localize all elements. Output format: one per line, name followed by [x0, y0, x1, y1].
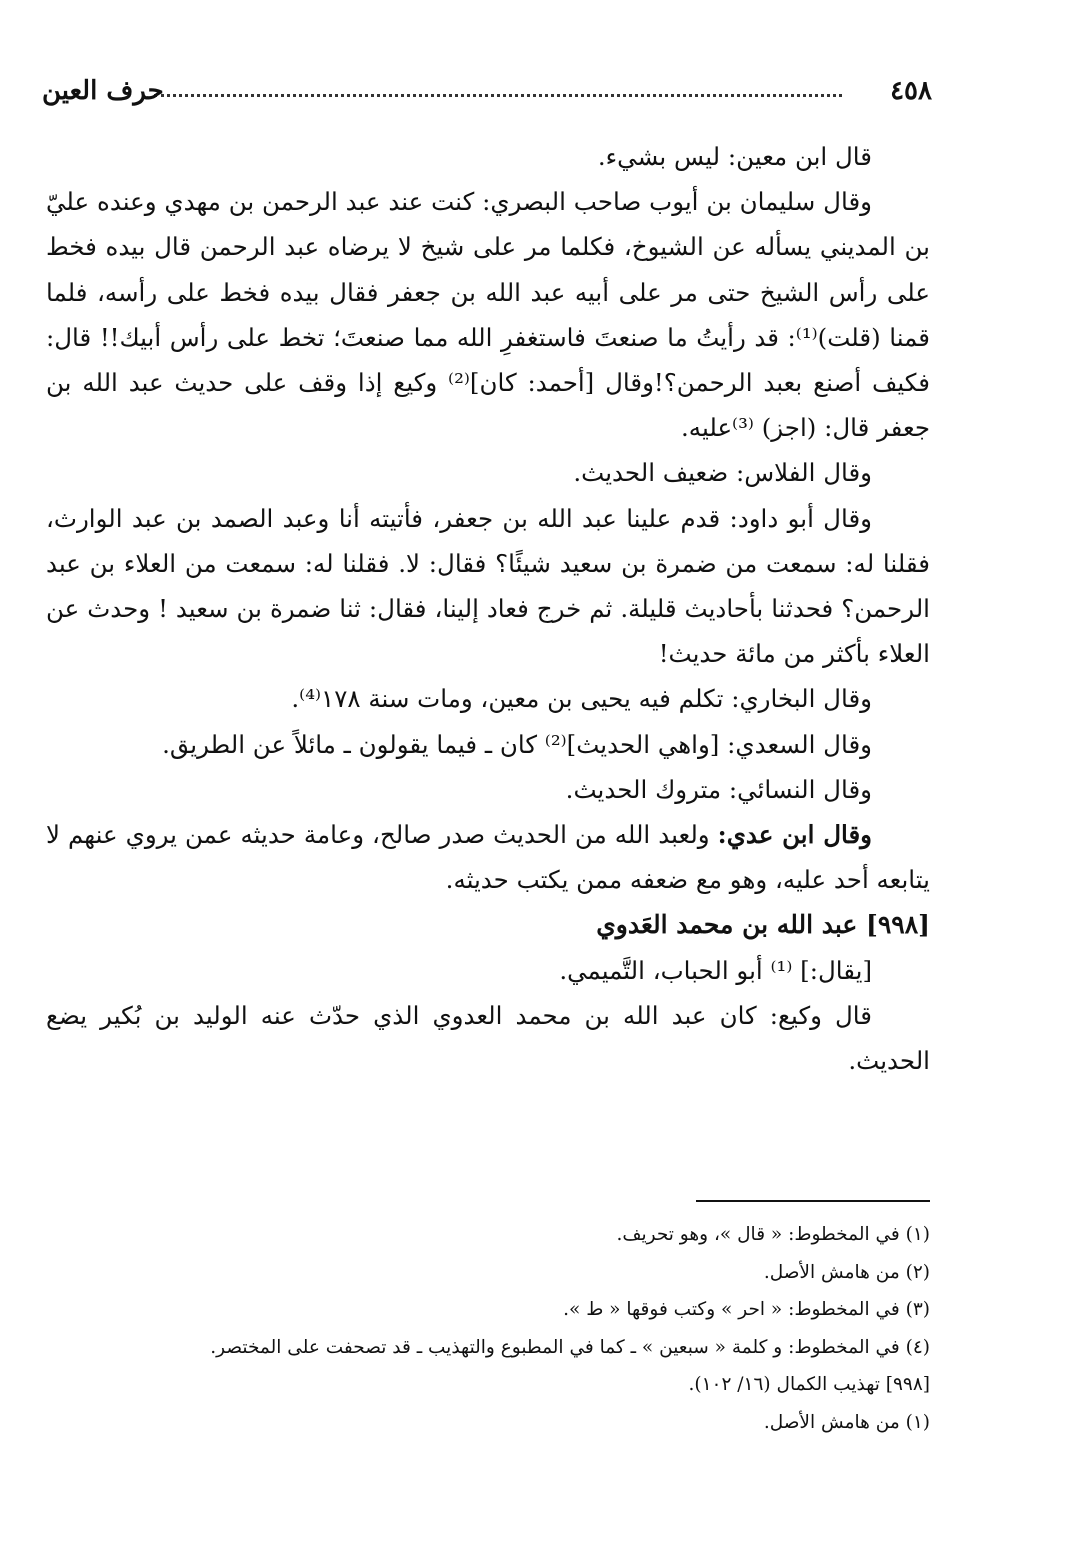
running-header	[42, 74, 932, 114]
paragraph: وقال البخاري: تكلم فيه يحيى بن معين، ومات سنة ١٧٨⁽⁴⁾.	[291, 684, 872, 714]
header-dotted-rule	[154, 94, 842, 97]
paragraph: قال وكيع: كان عبد الله بن محمد العدوي الذي حدّث عنه الوليد بن بُكير يضع الحديث.	[46, 1000, 930, 1076]
paragraph: [يقال:] ⁽¹⁾ أبو الحباب، التَّميمي.	[559, 955, 872, 985]
paragraph: قال ابن معين: ليس بشيء.	[597, 142, 872, 171]
paragraph	[46, 812, 930, 902]
footnote: (٣) في المخطوط: « احر » وكتب فوقها « ط ».	[563, 1299, 930, 1320]
main-text	[46, 134, 930, 1083]
footnote: (١) في المخطوط: « قال »، وهو تحريف.	[616, 1224, 930, 1245]
paragraph-text: ولعبد الله من الحديث صدر صالح، وعامة حديثه عمن يروي عنهم لا يتابعه أحد عليه، وهو مع ضعفه ممن يكتب حديثه.	[46, 820, 930, 895]
footnotes	[120, 1216, 930, 1441]
footnote: (١) من هامش الأصل.	[763, 1411, 930, 1433]
paragraph: وقال أبو داود: قدم علينا عبد الله بن جعفر، فأتيته أنا وعبد الصمد بن عبد الوارث، فقلنا له: سمعت من ضمرة بن سعيد شيئًا؟ فقال: لا. فقلنا له: سمعت من العلاء بن عبد الرحمن؟ فحدثنا بأحاديث قليلة. ثم خرج فعاد إلينا، فقال: ثنا ضمرة بن سعيد ! وحدث عن العلاء بأكثر من مائة حديث!	[46, 503, 930, 669]
paragraph: وقال السعدي: [واهي الحديث]⁽²⁾ كان ـ فيما يقولون ـ مائلاً عن الطريق.	[162, 729, 872, 759]
running-title: حرف العين	[42, 76, 164, 106]
speaker-lead: وقال ابن عدي:	[717, 820, 872, 850]
entry-heading: [٩٩٨] عبد الله بن محمد العَدوي	[596, 910, 930, 940]
paragraph: وقال سليمان بن أيوب صاحب البصري: كنت عند عبد الرحمن بن مهدي وعنده عليّ بن المديني يسأله عن الشيوخ، فكلما مر على شيخ لا يرضاه عبد الرحمن قال بيده فخط على رأس الشيخ حتى مر على أبيه عبد الله بن جعفر فقال بيده فخط على رأسه، فلما قمنا (قلت)⁽¹⁾: قد رأيتُ ما صنعتَ فاستغفرِ الله مما صنعتَ؛ تخط على رأس أبيك!! قال: فكيف أصنع بعبد الرحمن؟!وقال [أحمد: كان]⁽²⁾ وكيع إذا وقف على حديث عبد الله بن جعفر قال: (اجز) ⁽³⁾عليه.	[46, 187, 930, 443]
paragraph: وقال الفلاس: ضعيف الحديث.	[573, 458, 872, 488]
footnote-separator	[696, 1200, 930, 1202]
footnote: (٤) في المخطوط: و كلمة « سبعين » ـ كما في المطبوع والتهذيب ـ قد تصحفت على المختصر.	[210, 1336, 930, 1358]
footnote: (٢) من هامش الأصل.	[763, 1261, 930, 1283]
footnote: [٩٩٨] تهذيب الكمال (١٦/ ١٠٢).	[688, 1374, 930, 1395]
page-number: ٤٥٨	[890, 76, 932, 106]
paragraph: وقال النسائي: متروك الحديث.	[565, 774, 872, 804]
